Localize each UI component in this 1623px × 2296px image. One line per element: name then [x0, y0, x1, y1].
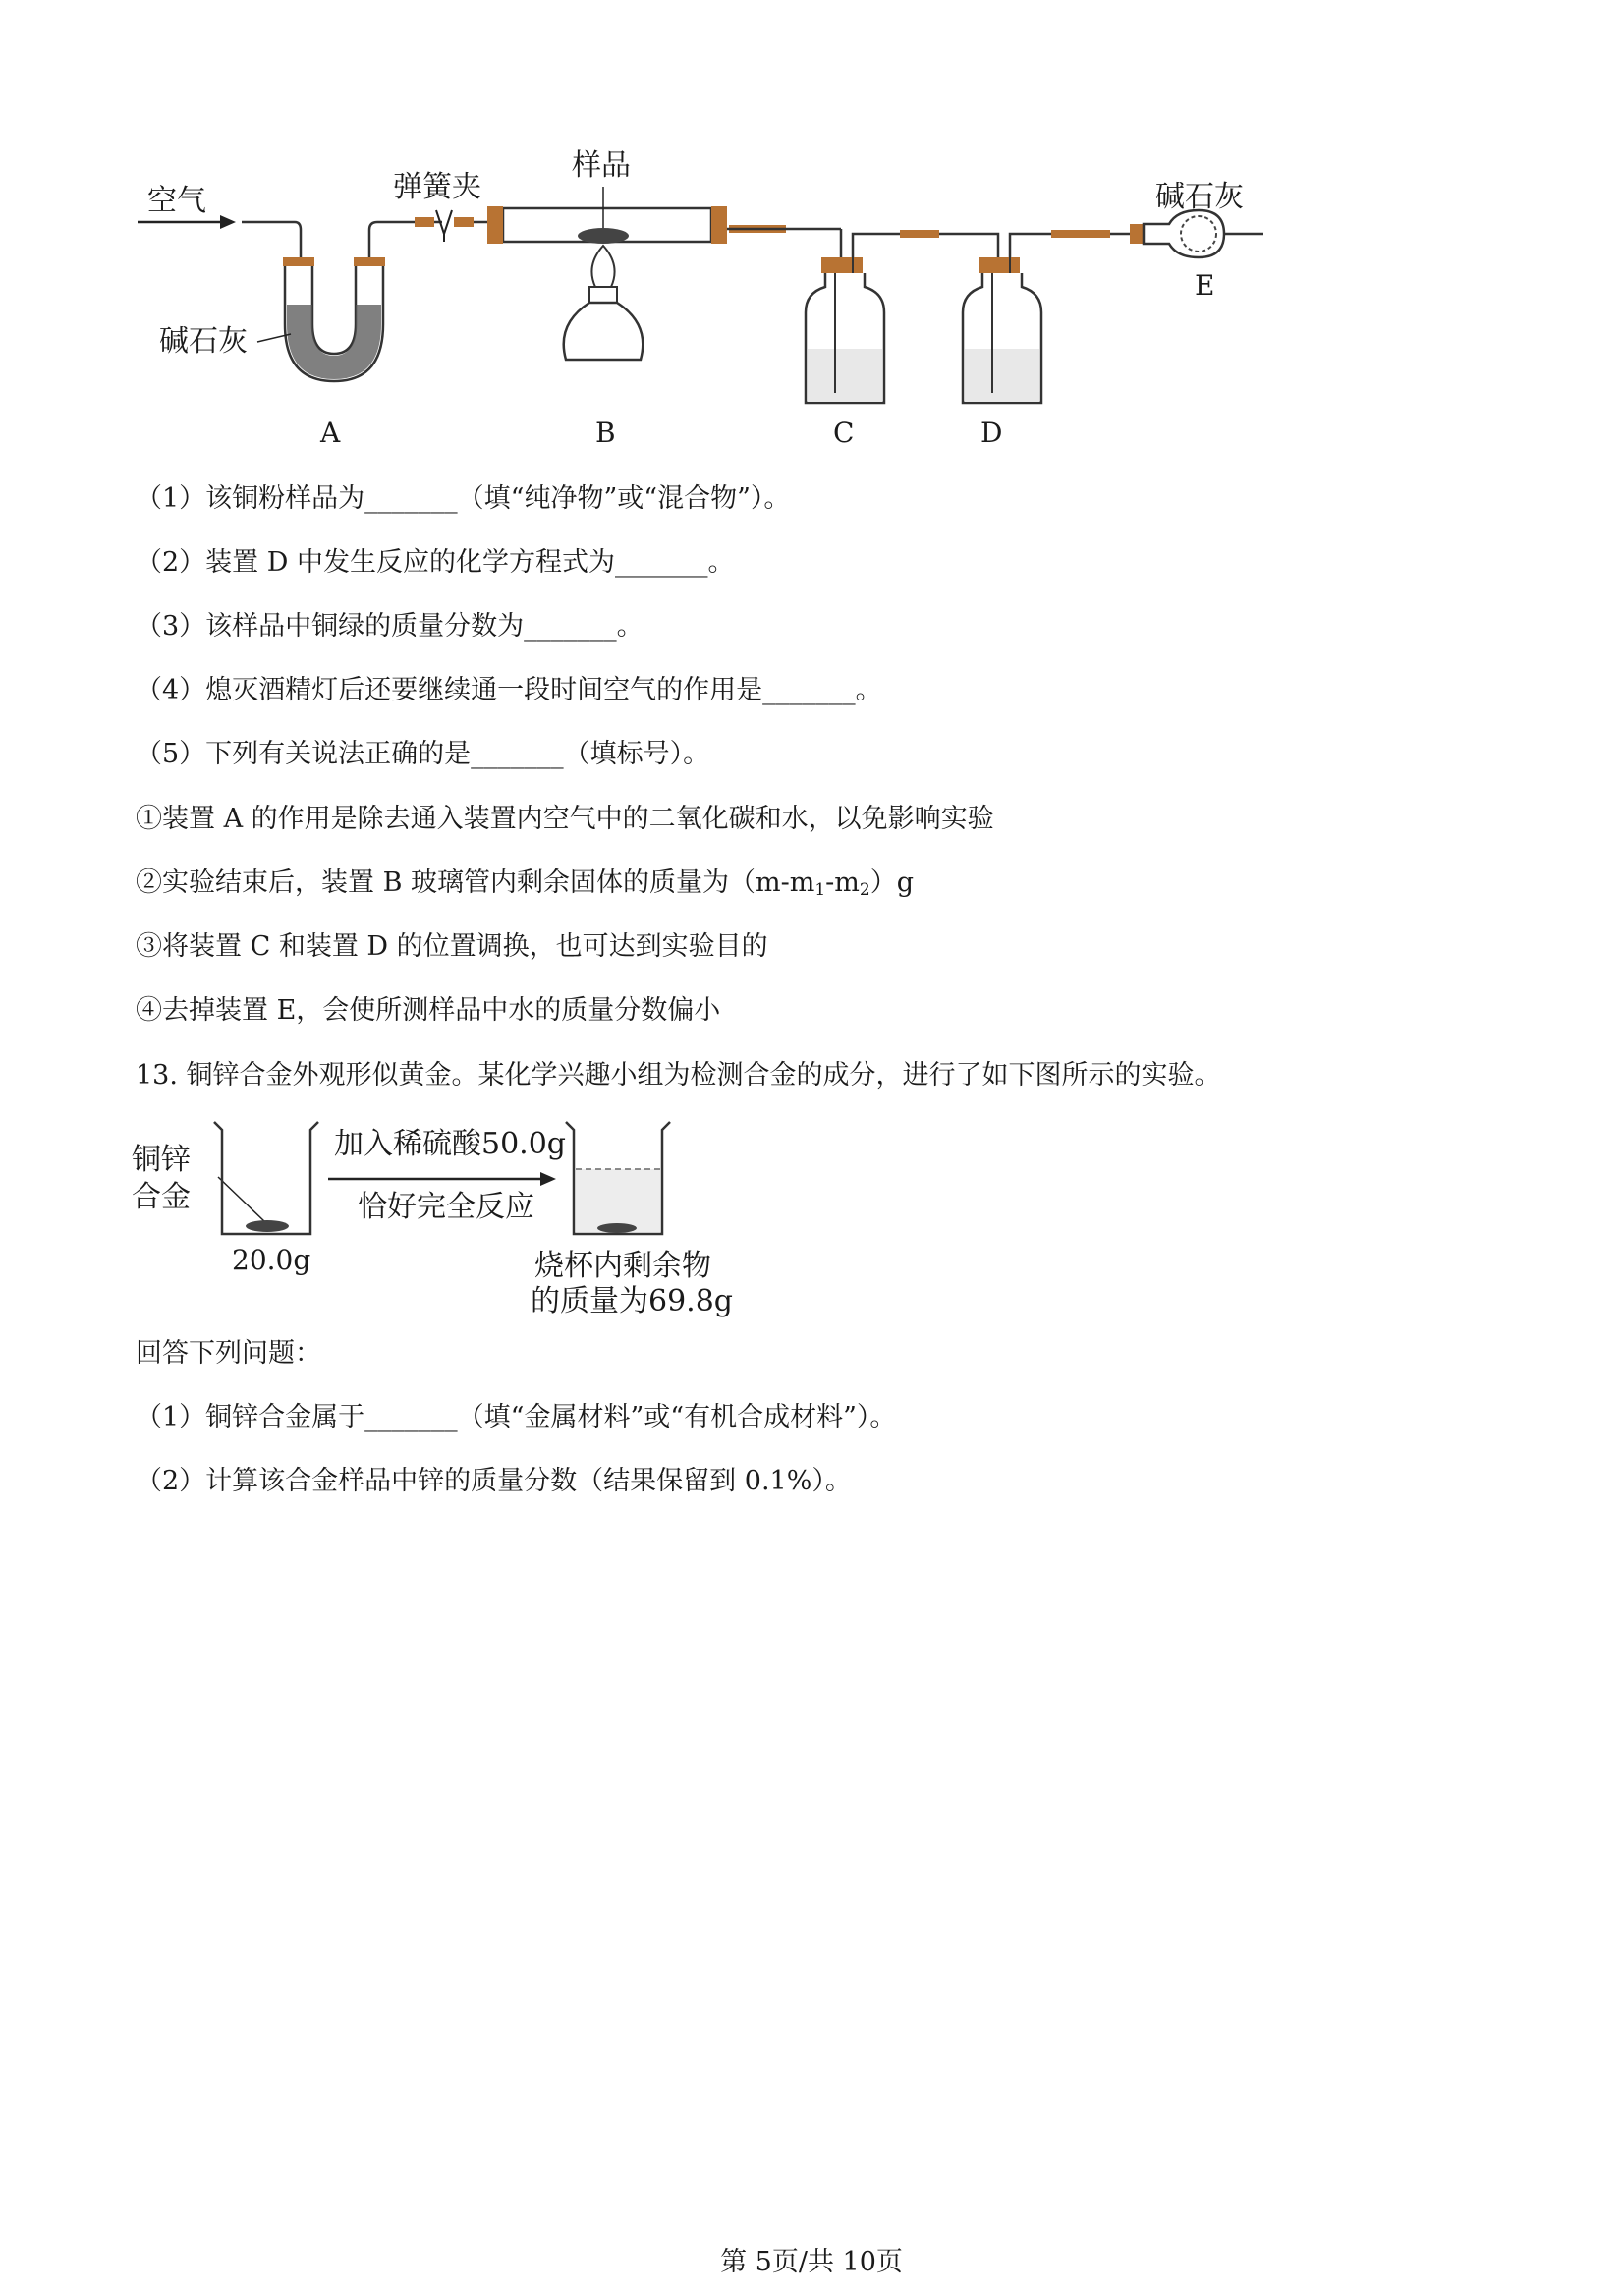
problem-13-sub-1: （1）铜锌合金属于_______（填“金属材料”或“有机合成材料”）。	[136, 1402, 897, 1432]
label-d: D	[980, 417, 1003, 449]
alcohol-lamp-body	[564, 303, 644, 360]
reaction-arrow-head	[540, 1172, 556, 1186]
question-12-4: （4）熄灭酒精灯后还要继续通一段时间空气的作用是_______。	[136, 675, 882, 705]
page-footer: 第 5页/共 10页	[720, 2247, 903, 2277]
question-12-5: （5）下列有关说法正确的是_______（填标号）。	[136, 739, 710, 769]
stopper-c	[821, 257, 863, 273]
option-4: ④去掉装置 E，会使所测样品中水的质量分数偏小	[136, 995, 721, 1026]
option-2	[136, 866, 914, 908]
soda-lime-label-a: 碱石灰	[159, 324, 248, 359]
problem-13-text: 13. 铜锌合金外观形似黄金。某化学兴趣小组为检测合金的成分，进行了如下图所示的实验。	[136, 1060, 1221, 1091]
option-2-suffix: ）g	[869, 868, 915, 898]
stopper-a-left	[283, 257, 314, 266]
option-2-mid: -m	[825, 868, 860, 898]
stopper-d	[979, 257, 1020, 273]
question-12-1: （1）该铜粉样品为_______（填“纯净物”或“混合物”）。	[136, 483, 791, 514]
mass-label: 20.0g	[232, 1244, 311, 1276]
remaining-pieces	[597, 1223, 637, 1233]
arrow-bottom-label: 恰好完全反应	[358, 1190, 534, 1224]
soda-lime-fill-e	[1181, 216, 1216, 252]
reaction-diagram	[0, 1100, 1623, 1326]
soda-lime-fill-a	[287, 305, 381, 379]
stopper-e	[1130, 224, 1144, 244]
alloy-label-1: 铜锌	[132, 1143, 191, 1177]
sample-pile	[578, 228, 629, 244]
stopper-b-right	[711, 206, 727, 244]
sample-label: 样品	[572, 148, 631, 183]
arrow-top-label: 加入稀硫酸50.0g	[334, 1127, 567, 1161]
stopper-a-right	[354, 257, 385, 266]
alloy-pieces	[246, 1220, 289, 1232]
spring-clamp	[436, 210, 452, 242]
connector-1	[415, 217, 434, 227]
option-1: ①装置 A 的作用是除去通入装置内空气中的二氧化碳和水，以免影响实验	[136, 804, 994, 834]
answer-prompt: 回答下列问题：	[136, 1338, 321, 1369]
result-label-2: 的质量为69.8g	[531, 1284, 734, 1318]
connector-5	[1051, 230, 1110, 238]
label-b: B	[595, 417, 616, 449]
connector-2	[454, 217, 474, 227]
apparatus-diagram	[0, 0, 1623, 462]
label-c: C	[833, 417, 855, 449]
drying-tube-e	[1144, 210, 1224, 257]
result-label-1: 烧杯内剩余物	[534, 1249, 711, 1283]
option-2-sub2: 2	[859, 880, 870, 900]
air-arrow-head	[220, 215, 236, 229]
soda-lime-label-e: 碱石灰	[1155, 180, 1244, 214]
problem-13-sub-2: （2）计算该合金样品中锌的质量分数（结果保留到 0.1%）。	[136, 1466, 852, 1496]
liquid-d	[965, 349, 1039, 402]
alcohol-lamp-neck	[589, 287, 617, 303]
label-a: A	[320, 417, 341, 449]
alloy-pointer	[218, 1177, 265, 1222]
air-label: 空气	[147, 184, 206, 218]
alcohol-lamp-flame	[591, 246, 614, 287]
option-3: ③将装置 C 和装置 D 的位置调换，也可达到实验目的	[136, 931, 768, 962]
beaker-right-liquid	[576, 1169, 660, 1232]
stopper-b-left	[487, 206, 503, 244]
alloy-label-2: 合金	[132, 1180, 191, 1214]
option-2-sub1: 1	[814, 880, 826, 900]
option-2-prefix: ②实验结束后，装置 B 玻璃管内剩余固体的质量为（m-m	[136, 868, 815, 898]
question-12-2: （2）装置 D 中发生反应的化学方程式为_______。	[136, 547, 735, 578]
question-12-3: （3）该样品中铜绿的质量分数为_______。	[136, 611, 644, 642]
label-e: E	[1195, 269, 1215, 302]
beaker-left	[214, 1122, 318, 1234]
connector-4	[900, 230, 939, 238]
clamp-label: 弹簧夹	[393, 170, 481, 204]
liquid-c	[808, 349, 882, 402]
